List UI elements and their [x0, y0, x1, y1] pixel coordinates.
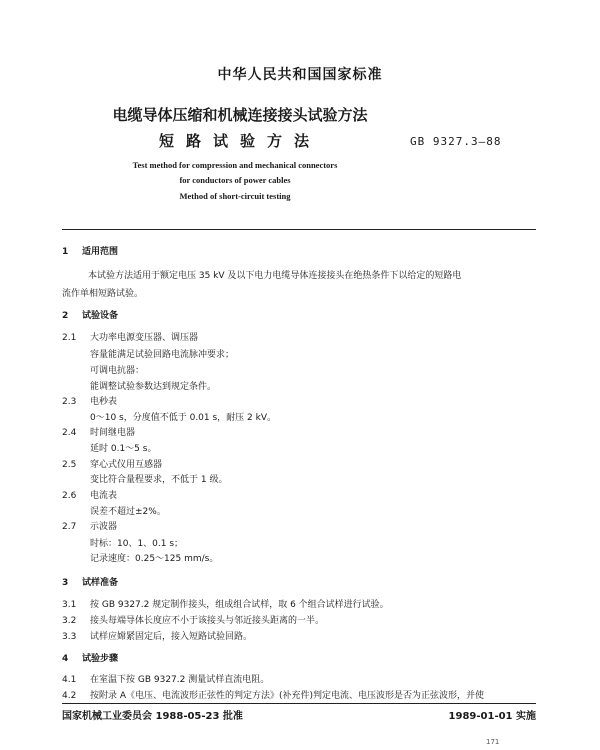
page-number: 171 [486, 738, 500, 746]
item-text: 接头每端导体长度应不小于该接头与邻近接头距离的一半。 [90, 616, 325, 626]
title-en-line1: Test method for compression and mechanical connectors [132, 160, 338, 170]
section-title: 试验步骤 [82, 654, 119, 664]
section-title: 试验设备 [82, 311, 119, 321]
item-2-7 [62, 519, 117, 532]
item-2-6 [62, 488, 117, 501]
section-number: 3 [62, 578, 69, 588]
item-4-2 [62, 688, 484, 701]
section-2-heading [62, 308, 118, 321]
approval-date: 国家机械工业委员会 1988-05-23 批准 [62, 711, 243, 722]
footer-divider [62, 703, 536, 704]
item-2-7-line1: 时标：10、1、0.1 s； [90, 539, 184, 549]
item-2-7-line2: 记录速度：0.25～125 mm/s。 [90, 554, 219, 564]
item-text: 电秒表 [90, 397, 118, 407]
item-4-1 [62, 672, 269, 685]
item-text: 在室温下按 GB 9327.2 测量试样直流电阻。 [90, 675, 270, 685]
section-1-para-line2: 流作单相短路试验。 [62, 289, 144, 299]
item-3-2 [62, 613, 324, 626]
section-3-heading [62, 575, 118, 588]
item-2-1 [62, 330, 198, 343]
item-number: 3.2 [62, 616, 77, 626]
title-en-line3: Method of short-circuit testing [179, 191, 291, 201]
gb-number: GB 9327.3—88 [410, 135, 502, 148]
title-en-line2: for conductors of power cables [179, 175, 291, 185]
section-number: 2 [62, 311, 69, 321]
title-cn-line1: 电缆导体压缩和机械连接接头试验方法 [112, 106, 368, 124]
section-1-heading [62, 244, 118, 257]
item-number: 2.6 [62, 491, 77, 501]
standard-header: 中华人民共和国国家标准 [217, 67, 383, 83]
item-2-1-line1: 容量能满足试验回路电流脉冲要求； [90, 350, 235, 360]
item-text: 示波器 [90, 522, 118, 532]
section-number: 4 [62, 654, 69, 664]
item-number: 4.2 [62, 691, 77, 701]
item-number: 2.1 [62, 333, 77, 343]
item-number: 2.7 [62, 522, 77, 532]
item-number: 2.3 [62, 397, 77, 407]
item-2-3 [62, 394, 117, 407]
item-number: 4.1 [62, 675, 77, 685]
item-2-6-line1: 误差不超过±2%。 [90, 507, 166, 517]
item-2-5-line1: 变比符合量程要求，不低于 1 级。 [90, 475, 228, 485]
section-title: 试样准备 [82, 578, 119, 588]
item-text: 时间继电器 [90, 428, 136, 438]
item-text: 按 GB 9327.2 规定制作接头，组成组合试样，取 6 个组合试样进行试验。 [90, 600, 389, 610]
item-text: 大功率电源变压器、调压器 [90, 333, 199, 343]
item-2-5 [62, 457, 162, 470]
item-number: 3.1 [62, 600, 77, 610]
section-number: 1 [62, 247, 69, 257]
section-title: 适用范围 [82, 247, 119, 257]
implementation-date: 1989-01-01 实施 [448, 711, 536, 722]
item-text: 穿心式仪用互感器 [90, 460, 163, 470]
item-text: 按附录 A《电压、电流波形正弦性的判定方法》(补充件)判定电流、电压波形是否为正弦波形，并使 [90, 691, 485, 701]
item-2-4 [62, 425, 135, 438]
item-2-1-line2: 可调电抗器： [90, 366, 145, 376]
item-text: 电流表 [90, 491, 118, 501]
item-3-1 [62, 597, 389, 610]
item-text: 试样应嫦紧固定后，接入短路试验回路。 [90, 632, 253, 642]
item-number: 3.3 [62, 632, 77, 642]
item-2-4-line1: 延时 0.1～5 s。 [90, 444, 157, 454]
item-number: 2.5 [62, 460, 77, 470]
title-cn-line2: 短路试验方法 [158, 132, 321, 150]
section-1-para-line1: 本试验方法适用于额定电压 35 kV 及以下电力电缆导体连接接头在绝热条件下以给定的短路电 [88, 271, 462, 281]
section-4-heading [62, 651, 118, 664]
item-2-3-line1: 0～10 s，分度值不低于 0.01 s，耐压 2 kV。 [90, 413, 276, 423]
top-divider [62, 229, 536, 230]
item-3-3 [62, 629, 252, 642]
item-number: 2.4 [62, 428, 77, 438]
item-2-1-line3: 能调整试验参数达到规定条件。 [90, 382, 217, 392]
